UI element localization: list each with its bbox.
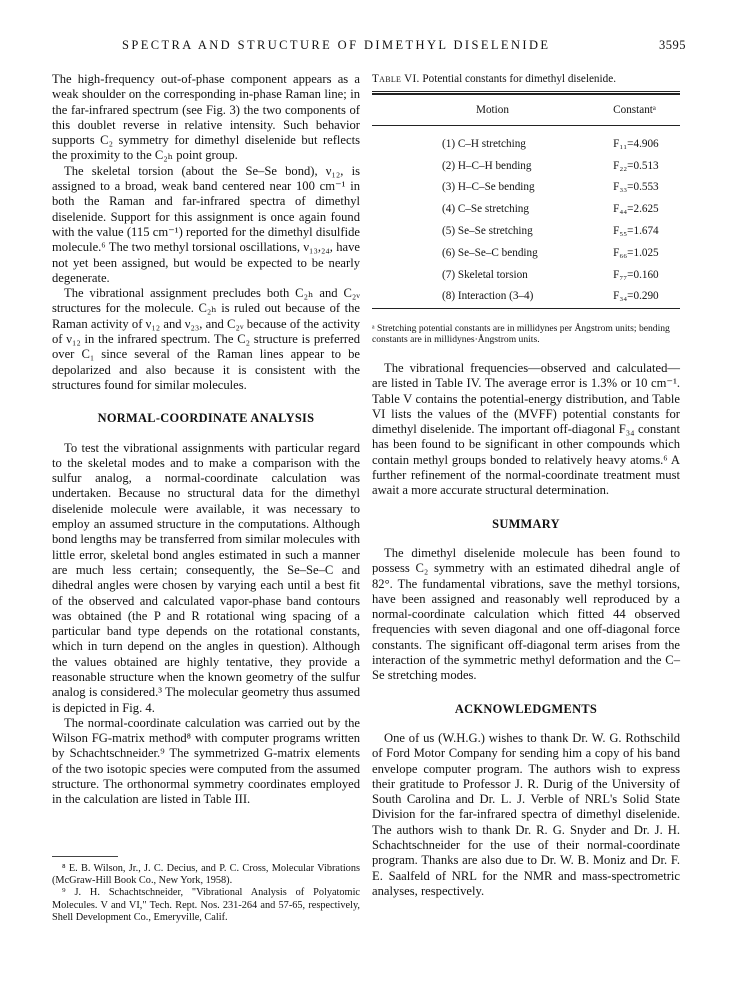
table-row bbox=[372, 243, 680, 265]
footnotes bbox=[52, 856, 360, 924]
table-row bbox=[372, 286, 680, 308]
motion-cell: (7) Skeletal torsion bbox=[442, 268, 528, 281]
page-number: 3595 bbox=[659, 38, 686, 52]
motion-cell: (2) H–C–H bending bbox=[442, 159, 532, 172]
right-column bbox=[372, 72, 680, 899]
paragraph: The vibrational frequencies—observed and calculated—are listed in Table IV. The average error is 1.3% or 10 cm⁻¹. Table V contains the potential-energy distribution, and Table VI lists the values of the (MVFF) potential constants for dimethyl diselenide. The important off-diagonal F₃₄ constant has been found to be significant in other compounds which contain methyl groups bonded to relatively heavy atoms.⁶ A further refinement of the normal-coordinate treatment must await a more accurate structural determination. bbox=[372, 360, 680, 498]
motion-cell: (5) Se–Se stretching bbox=[442, 225, 533, 238]
acknowledgments-heading: ACKNOWLEDGMENTS bbox=[454, 701, 598, 716]
table-row bbox=[372, 177, 680, 199]
table-caption bbox=[372, 72, 680, 87]
motion-cell: (1) C–H stretching bbox=[442, 137, 526, 150]
constant-cell: F₂₂=0.513 bbox=[613, 159, 659, 172]
table-label: Table VI. bbox=[372, 73, 420, 85]
paragraph: The normal-coordinate calculation was carried out by the Wilson FG-matrix method⁸ with computer programs written by Schachtschneider.⁹ The symmetrized G-matrix elements of the two isotopic species were computed from the assumed structure. The orthonormal symmetry coordinates employed in the calculation are listed in Table III. bbox=[52, 715, 360, 807]
footnote: ⁹ J. H. Schachtschneider, "Vibrational Analysis of Polyatomic Molecules. V and VI," Tech. Rept. Nos. 231-264 and 57-65, respectively, Shell Development Co., Emeryville, Calif. bbox=[52, 887, 360, 923]
summary-heading: SUMMARY bbox=[492, 516, 560, 531]
motion-cell: (3) H–C–Se bending bbox=[442, 181, 535, 194]
constant-cell: F₇₇=0.160 bbox=[613, 268, 659, 281]
constant-cell: F₃₄=0.290 bbox=[613, 290, 659, 303]
table-bottom-rule bbox=[372, 308, 680, 317]
running-head bbox=[50, 38, 686, 56]
constant-cell: F₅₅=1.674 bbox=[613, 225, 659, 238]
constant-cell: F₄₄=2.625 bbox=[613, 203, 659, 216]
paragraph: To test the vibrational assignments with particular regard to the skeletal modes and to make a comparison with the sulfur analog, a normal-coordinate calculation was undertaken. Because no structural data for the dimethyl diselenide molecule were available, it was necessary to employ an assumed structure in the computations. Although bond lengths may be transferred from similar molecules with little error, skeletal bond angles estimated in such a manner are much less certain; consequently, the Se–Se–C and dihedral angles were chosen by varying each until a best fit of the observed and calculated vapor-phase band contours was obtained (the P and R rotational wing spacing of a particular band type depends on the rotational constants, which in turn depend on the angles in question). Although the values obtained are highly tentative, they provide a reasonable structure when the known geometry of the sulfur analog is considered.³ The molecular geometry thus assumed is depicted in Fig. 4. bbox=[52, 440, 360, 715]
footnote: ⁸ E. B. Wilson, Jr., J. C. Decius, and P. C. Cross, Molecular Vibrations (McGraw-Hill Book Co., New York, 1958). bbox=[52, 863, 360, 887]
table-row bbox=[372, 199, 680, 221]
paragraph: The vibrational assignment precludes both C₂ₕ and C₂ᵥ structures for the molecule. C₂ₕ is ruled out because of the Raman activity of ν₁₂ and ν₂₃, and C₂ᵥ because of the activity of ν₁₂ in the infrared spectrum. The C₂ structure is preferred over C₁ since several of the Raman lines appear to be depolarized and also because it is consistent with the structures found for similar molecules. bbox=[52, 286, 360, 392]
table-row bbox=[372, 221, 680, 243]
paragraph: The dimethyl diselenide molecule has been found to possess C₂ symmetry with an estimated dihedral angle of 82°. The fundamental vibrations, save the methyl torsions, have been assigned and reasonably well reproduced by a normal-coordinate calculation which fitted 44 observed frequencies with seven diagonal and one off-diagonal force constants. The significant off-diagonal term arises from the interaction of the symmetric methyl deformation and the C–Se stretching modes. bbox=[372, 545, 680, 683]
paragraph: The high-frequency out-of-phase component appears as a weak shoulder on the corresponding in-phase Raman line; in the far-infrared spectrum (see Fig. 3) the two components of this doublet reverse in relative intensity. Such behavior supports C₂ symmetry for dimethyl diselenide but reflects the proximity to the C₂ₕ point group. bbox=[52, 72, 360, 163]
motion-cell: (8) Interaction (3–4) bbox=[442, 290, 534, 303]
column-header-motion: Motion bbox=[372, 94, 609, 125]
constant-cell: F₆₆=1.025 bbox=[613, 246, 659, 259]
motion-cell: (6) Se–Se–C bending bbox=[442, 246, 538, 259]
section-heading: NORMAL-COORDINATE ANALYSIS bbox=[97, 411, 315, 426]
table-row bbox=[372, 264, 680, 286]
paragraph: The skeletal torsion (about the Se–Se bond), ν₁₂, is assigned to a broad, weak band centered near 100 cm⁻¹ in both the Raman and far-infrared spectra of dimethyl diselenide. Support for this assignment is once again found with the value (115 cm⁻¹) reported for the dimethyl disulfide molecule.⁶ The two methyl torsional oscillations, ν₁₃,₂₄, have not yet been assigned, but would be expected to be nearly degenerate. bbox=[52, 163, 360, 285]
table-row bbox=[372, 125, 680, 155]
running-title: SPECTRA AND STRUCTURE OF DIMETHYL DISELENIDE bbox=[122, 38, 551, 52]
left-column bbox=[52, 72, 360, 808]
column-header-constant: Constantᵃ bbox=[609, 94, 680, 125]
table-caption-text: Potential constants for dimethyl diselenide. bbox=[422, 73, 616, 85]
potential-constants-table bbox=[372, 91, 680, 317]
table-row bbox=[372, 155, 680, 177]
motion-cell: (4) C–Se stretching bbox=[442, 203, 529, 216]
paragraph: One of us (W.H.G.) wishes to thank Dr. W. G. Rothschild of Ford Motor Company for sending him a copy of his band envelope computer program. The authors wish to express their gratitude to Professor J. R. Durig of the University of South Carolina and Dr. L. J. Verble of NRL's Solid State Division for the far-infrared spectra of dimethyl diselenide. The authors wish to thank Dr. R. G. Snyder and Dr. J. H. Schachtschneider for the use of their normal-coordinate program. Thanks are also due to Dr. W. B. Moniz and Dr. F. E. Saalfeld of NRL for the NMR and mass-spectrometric analyses, respectively. bbox=[372, 730, 680, 898]
table-footnote: ᵃ Stretching potential constants are in millidynes per Ångstrom units; bending constants are in millidynes·Ångstrom units. bbox=[372, 322, 670, 345]
constant-cell: F₃₃=0.553 bbox=[613, 181, 659, 194]
footnote-rule bbox=[52, 856, 118, 857]
constant-cell: F₁₁=4.906 bbox=[613, 137, 659, 150]
